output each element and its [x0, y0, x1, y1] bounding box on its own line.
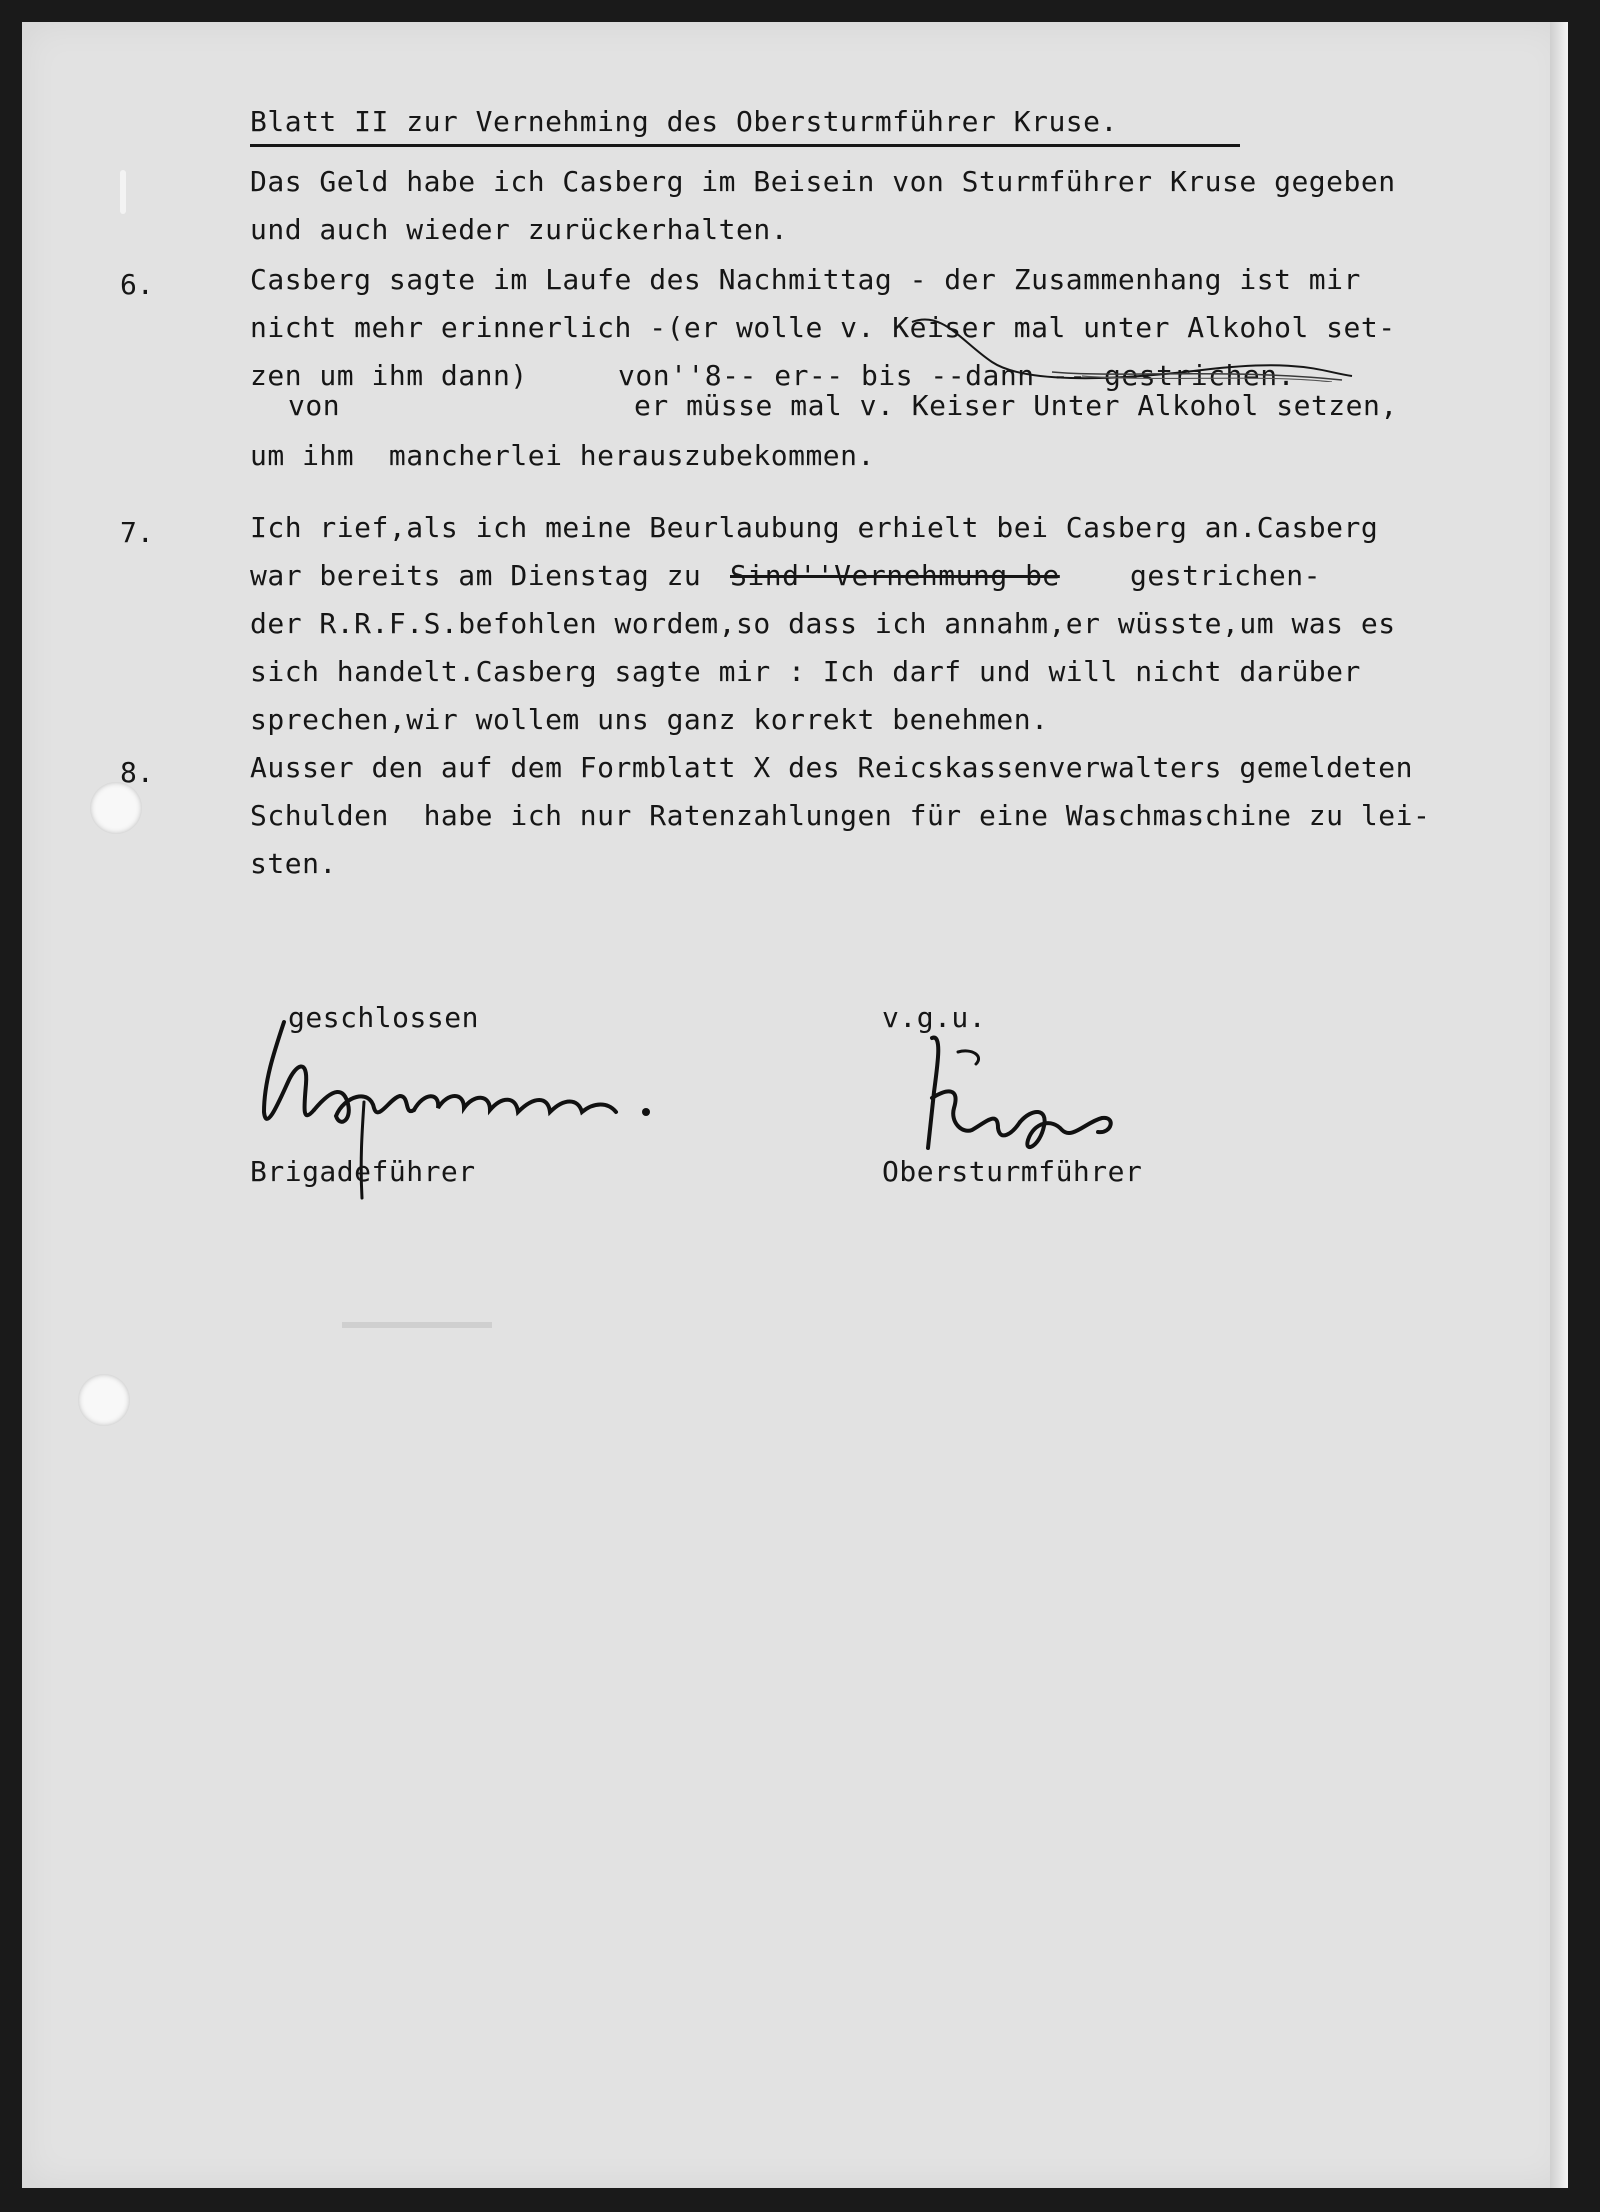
left-closing-label: geschlossen — [288, 1001, 479, 1034]
item-6-line-3: zen um ihm dann) — [250, 359, 528, 392]
item-8-line-2: Schulden habe ich nur Ratenzahlungen für eine Waschmaschine zu lei- — [250, 799, 1431, 832]
document-title: Blatt II zur Vernehming des Obersturmführer Kruse. — [250, 105, 1118, 138]
item-7-line-1: Ich rief,als ich meine Beurlaubung erhielt bei Casberg an.Casberg — [250, 511, 1379, 544]
strikeout-scribble — [902, 312, 1362, 382]
page-edge — [1550, 22, 1568, 2188]
intro-line-2: und auch wieder zurückerhalten. — [250, 213, 789, 246]
document-page — [22, 22, 1568, 2188]
item-8-line-3: sten. — [250, 847, 337, 880]
item-6-number: 6. — [120, 268, 154, 301]
item-6-line-5: um ihm mancherlei herauszubekommen. — [250, 439, 875, 472]
item-6-line-1: Casberg sagte im Laufe des Nachmittag - der Zusammenhang ist mir — [250, 263, 1361, 296]
item-7-line-2-note: gestrichen- — [1130, 559, 1321, 592]
punch-hole-bottom — [78, 1374, 130, 1426]
item-7-line-5: sprechen,wir wollem uns ganz korrekt benehmen. — [250, 703, 1049, 736]
item-7-line-2-prefix: war bereits am Dienstag zu — [250, 559, 702, 592]
item-7-line-3: der R.R.F.S.befohlen wordem,so dass ich annahm,er wüsste,um was es — [250, 607, 1396, 640]
punch-hole-top — [90, 782, 142, 834]
right-signature — [902, 1022, 1132, 1172]
item-6-line-4-prefix: von — [288, 389, 341, 422]
item-6-line-4: er müsse mal v. Keiser Unter Alkohol setzen, — [634, 389, 1398, 422]
title-underline — [250, 144, 1240, 147]
ink-smudge — [342, 1322, 492, 1328]
item-6-line-3-correction: von''8-- er-- bis --dann -- gestrichen. — [618, 359, 1295, 392]
pencil-mark — [120, 170, 126, 214]
item-8-number: 8. — [120, 756, 154, 789]
left-signature-role: Brigadeführer — [250, 1155, 476, 1188]
item-8-line-1: Ausser den auf dem Formblatt X des Reicskassenverwalters gemeldeten — [250, 751, 1413, 784]
item-7-number: 7. — [120, 516, 154, 549]
right-closing-label: v.g.u. — [882, 1001, 987, 1034]
item-6-line-2: nicht mehr erinnerlich -(er wolle v. Keiser mal unter Alkohol set- — [250, 311, 1396, 344]
item-7-line-2-struck: Sind''Vernehmung be — [730, 559, 1060, 592]
right-signature-role: Obersturmführer — [882, 1155, 1143, 1188]
intro-line-1: Das Geld habe ich Casberg im Beisein von Sturmführer Kruse gegeben — [250, 165, 1396, 198]
item-7-line-4: sich handelt.Casberg sagte mir : Ich darf und will nicht darüber — [250, 655, 1361, 688]
